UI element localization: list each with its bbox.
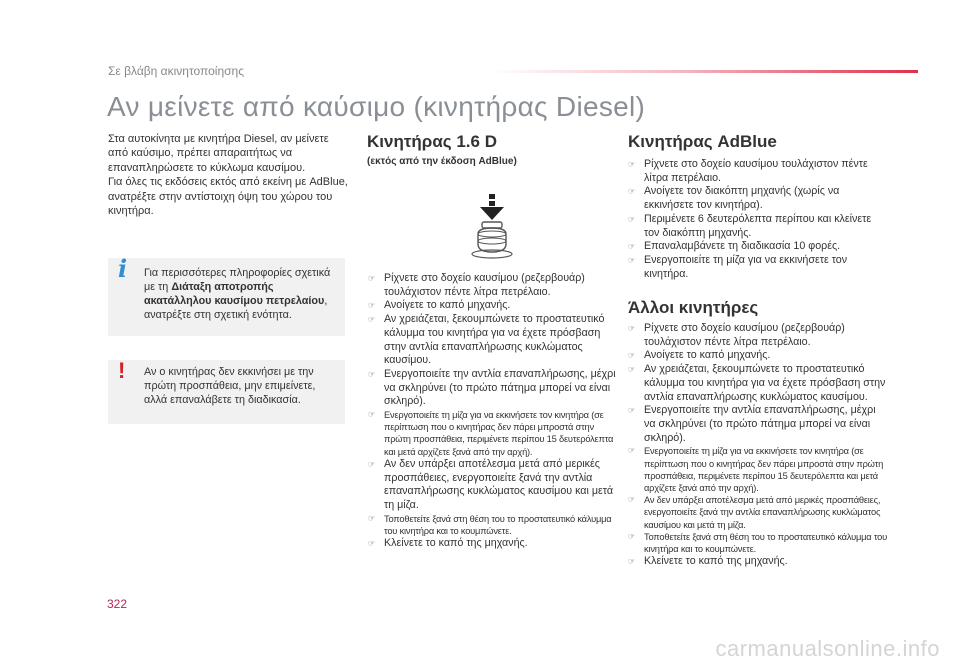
list-item: ☞ Περιμένετε 6 δευτερόλεπτα περίπου και κλείνετε τον διακόπτη μηχανής. [628, 213, 888, 240]
list-item: ☞ Ρίχνετε στο δοχείο καυσίμου τουλάχιστον πέντε λίτρα πετρέλαιο. [628, 158, 888, 185]
steps-engine-adblue [628, 158, 888, 281]
intro-paragraph-2: Για όλες τις εκδόσεις εκτός από εκείνη με AdBlue, ανατρέξτε στην αντίστοιχη όψη του χώρου του κινητήρα. [108, 176, 348, 218]
list-item: ☞ Ρίχνετε στο δοχείο καυσίμου (ρεζερβουάρ) τουλάχιστον πέντε λίτρα πετρέλαιο. [628, 322, 890, 349]
intro-paragraph-1: Στα αυτοκίνητα με κινητήρα Diesel, αν μείνετε από καύσιμο, πρέπει απαραιτήτως να επαναπληρώσετε το κύκλωμα καυσίμου. [108, 133, 329, 174]
priming-pump-icon [470, 194, 514, 260]
page-title: Αν μείνετε από καύσιμο (κινητήρας Diesel) [107, 91, 646, 122]
info-text-bold: Διάταξη αποτροπής ακατάλληλου καυσίμου πετρελαίου [144, 281, 325, 307]
header-accent-bar [490, 70, 918, 73]
list-item: ☞ Αν δεν υπάρξει αποτέλεσμα μετά από μερικές προσπάθειες, ενεργοποιείτε ξανά την αντλία επαναπλήρωσης κυκλώματος καυσίμου και μετά τη μίζα. [628, 494, 890, 531]
list-item: ☞ Ανοίγετε το καπό μηχανής. [368, 299, 616, 313]
list-item: ☞ Τοποθετείτε ξανά στη θέση του το προστατευτικό κάλυμμα του κινητήρα και το κουμπώνετε. [368, 513, 616, 537]
list-item: ☞ Τοποθετείτε ξανά στη θέση του το προστατευτικό κάλυμμα του κινητήρα και το κουμπώνετε. [628, 531, 890, 555]
info-box [108, 254, 345, 336]
page-number: 322 [107, 597, 128, 611]
section-header: Σε βλάβη ακινητοποίησης [108, 64, 245, 78]
warning-box-text: Αν ο κινητήρας δεν εκκινήσει με την πρώτη προσπάθεια, μην επιμείνετε, αλλά επαναλάβετε τη διαδικασία. [144, 366, 316, 406]
info-box-text [108, 254, 345, 322]
list-item: ☞ Ενεργοποιείτε την αντλία επαναπλήρωσης, μέχρι να σκληρύνει (το πρώτο πάτημα μπορεί να είναι σκληρό). [628, 404, 890, 445]
list-item: ☞ Επαναλαμβάνετε τη διαδικασία 10 φορές. [628, 240, 888, 254]
warning-icon: ! [118, 358, 126, 383]
subheading-engine-16d: (εκτός από την έκδοση AdBlue) [367, 156, 517, 167]
list-item: ☞ Αν χρειάζεται, ξεκουμπώνετε το προστατευτικό κάλυμμα του κινητήρα για να έχετε πρόσβαση στην αντλία επαναπλήρωσης κυκλώματος καυσίμου. [368, 313, 616, 368]
watermark: carmanualsonline.info [715, 636, 940, 661]
list-item: ☞ Ανοίγετε τον διακόπτη μηχανής (χωρίς να εκκινήσετε τον κινητήρα). [628, 185, 888, 212]
list-item: ☞ Ενεργοποιείτε τη μίζα για να εκκινήσετε τον κινητήρα (σε περίπτωση που ο κινητήρας δεν πάρει μπροστά στην πρώτη προσπάθεια, περιμένετε περίπου 15 δευτερόλεπτα και μετά αρχίζετε ξανά από την αρχή). [628, 445, 890, 494]
list-item: ☞ Ενεργοποιείτε τη μίζα για να εκκινήσετε τον κινητήρα (σε περίπτωση που ο κινητήρας δεν πάρει μπροστά στην πρώτη προσπάθεια, περιμένετε περίπου 15 δευτερόλεπτα και μετά αρχίζετε ξανά από την αρχή). [368, 409, 616, 458]
warning-box [108, 360, 345, 424]
list-item: ☞ Αν χρειάζεται, ξεκουμπώνετε το προστατευτικό κάλυμμα του κινητήρα για να έχετε πρόσβαση στην αντλία επαναπλήρωσης κυκλώματος καυσίμου. [628, 363, 890, 404]
list-item: ☞ Κλείνετε το καπό της μηχανής. [628, 555, 890, 569]
list-item: ☞ Κλείνετε το καπό της μηχανής. [368, 537, 616, 551]
info-text-after: , ανατρέξτε στη σχετική ενότητα. [144, 295, 328, 321]
info-text-before: Για περισσότερες πληροφορίες σχετικά με τη [144, 267, 331, 293]
list-item: ☞ Ανοίγετε το καπό μηχανής. [628, 349, 890, 363]
heading-engine-16d: Κινητήρας 1.6 D [367, 132, 497, 151]
intro-text [108, 132, 348, 218]
list-item: ☞ Ρίχνετε στο δοχείο καυσίμου (ρεζερβουάρ) τουλάχιστον πέντε λίτρα πετρέλαιο. [368, 272, 616, 299]
steps-engine-16d [368, 272, 616, 551]
info-icon: i [118, 254, 128, 283]
list-item: ☞ Ενεργοποιείτε τη μίζα για να εκκινήσετε τον κινητήρα. [628, 254, 888, 281]
list-item: ☞ Ενεργοποιείτε την αντλία επαναπλήρωσης, μέχρι να σκληρύνει (το πρώτο πάτημα μπορεί να είναι σκληρό). [368, 368, 616, 409]
steps-engine-other [628, 322, 890, 569]
list-item: ☞ Αν δεν υπάρξει αποτέλεσμα μετά από μερικές προσπάθειες, ενεργοποιείτε ξανά την αντλία επαναπλήρωσης κυκλώματος καυσίμου και μετά τη μίζα. [368, 458, 616, 513]
heading-engine-adblue: Κινητήρας AdBlue [628, 132, 777, 151]
heading-engine-other: Άλλοι κινητήρες [628, 298, 759, 317]
